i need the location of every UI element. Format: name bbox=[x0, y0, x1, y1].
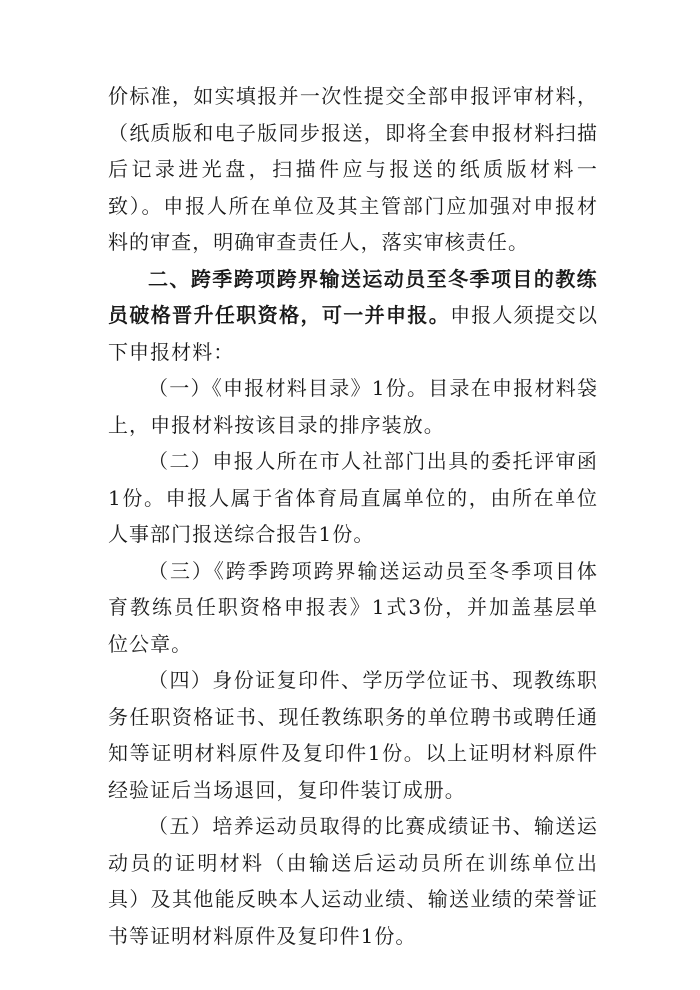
list-item-1: （一）《申报材料目录》1份。目录在申报材料袋上，申报材料按该目录的排序装放。 bbox=[108, 376, 598, 437]
document-page bbox=[108, 78, 598, 954]
list-item-4: （四）身份证复印件、学历学位证书、现教练职务任职资格证书、现任教练职务的单位聘书或聘任通知等证明材料原件及复印件1份。以上证明材料原件经验证后当场退回，复印件装订成册。 bbox=[108, 668, 598, 802]
section-2-heading: 二、跨季跨项跨界输送运动员至冬季项目的教练员破格晋升任职资格，可一并申报。 bbox=[108, 266, 598, 327]
list-item-5: （五）培养运动员取得的比赛成绩证书、输送运动员的证明材料（由输送后运动员所在训练单位出具）及其他能反映本人运动业绩、输送业绩的荣誉证书等证明材料原件及复印件1份。 bbox=[108, 814, 598, 948]
section-2-text: 申报人须提交以下申报材料： bbox=[108, 303, 598, 364]
section-2-paragraph bbox=[108, 261, 598, 371]
list-item-3: （三）《跨季跨项跨界输送运动员至冬季项目体育教练员任职资格申报表》1式3份，并加盖基层单位公章。 bbox=[108, 558, 598, 656]
paragraph-continuation: 价标准，如实填报并一次性提交全部申报评审材料，（纸质版和电子版同步报送，即将全套申报材料扫描后记录进光盘，扫描件应与报送的纸质版材料一致）。申报人所在单位及其主管部门应加强对申报材料的审查，明确审查责任人，落实审核责任。 bbox=[108, 84, 598, 254]
list-item-2: （二）申报人所在市人社部门出具的委托评审函1份。申报人属于省体育局直属单位的，由所在单位人事部门报送综合报告1份。 bbox=[108, 449, 598, 546]
